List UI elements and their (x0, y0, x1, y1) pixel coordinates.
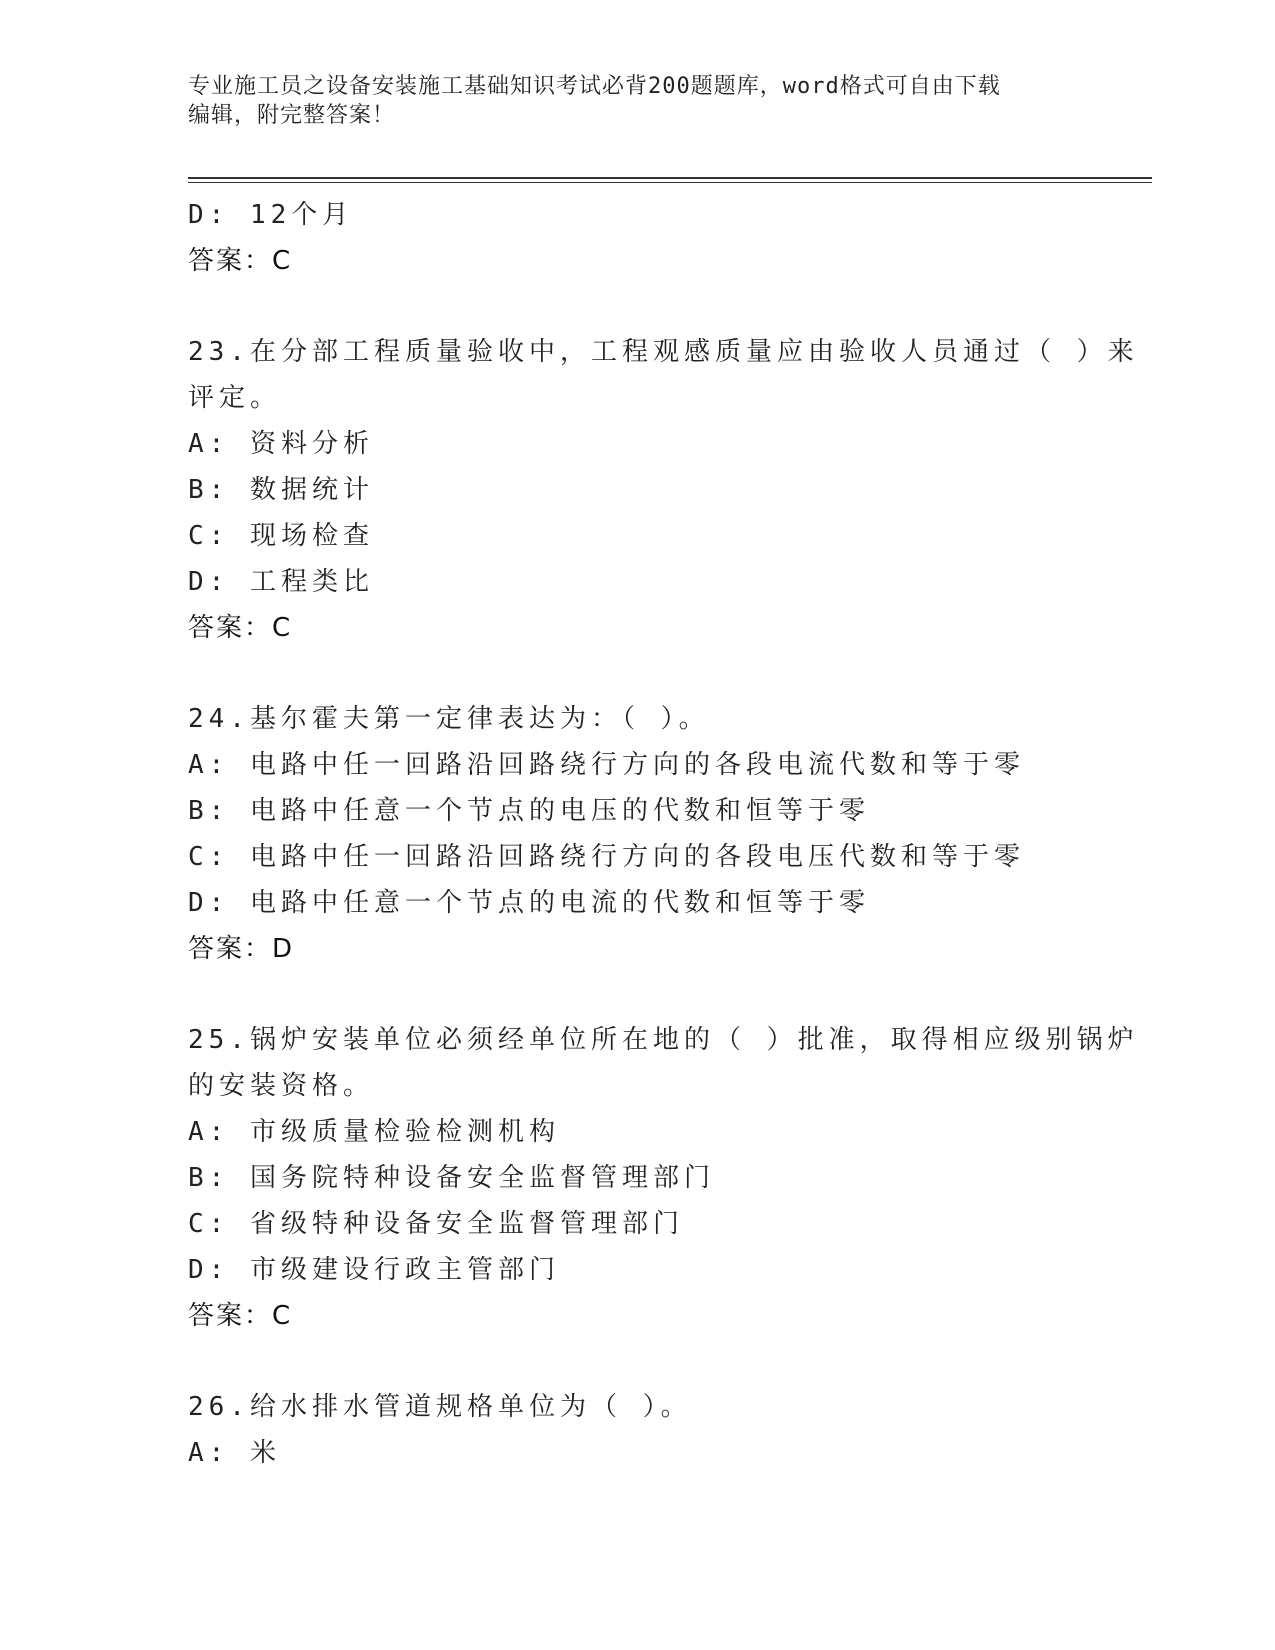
question-26 (188, 1384, 1088, 1476)
question-23-stem-line-2: 评定。 (188, 383, 282, 413)
header-divider-thick (188, 177, 1152, 179)
question-26-option-a: A: 米 (188, 1438, 281, 1468)
question-24-option-b: B: 电路中任意一个节点的电压的代数和恒等于零 (188, 796, 870, 826)
question-23-option-b: B: 数据统计 (188, 475, 374, 505)
question-23-answer: 答案：C (188, 613, 293, 643)
question-24 (188, 696, 1088, 972)
question-22-option-d: D: 12个月 (188, 200, 354, 230)
question-25-stem-line-1: 25.锅炉安装单位必须经单位所在地的（ ）批准，取得相应级别锅炉 (188, 1025, 1139, 1055)
spacer (188, 972, 1088, 1017)
question-25-option-b: B: 国务院特种设备安全监督管理部门 (188, 1163, 715, 1193)
question-24-option-a: A: 电路中任一回路沿回路绕行方向的各段电流代数和等于零 (188, 750, 1025, 780)
question-23-option-c: C: 现场检查 (188, 521, 374, 551)
spacer (188, 651, 1088, 696)
question-25-answer: 答案：C (188, 1301, 293, 1331)
header-divider-thin (188, 182, 1152, 183)
page-header (188, 72, 1088, 130)
question-23-option-d: D: 工程类比 (188, 567, 374, 597)
question-25 (188, 1017, 1139, 1339)
question-26-stem-line-1: 26.给水排水管道规格单位为（ ）。 (188, 1392, 692, 1422)
question-25-option-a: A: 市级质量检验检测机构 (188, 1117, 560, 1147)
question-24-stem-line-1: 24.基尔霍夫第一定律表达为：（ ）。 (188, 704, 710, 734)
question-25-stem-line-2: 的安装资格。 (188, 1071, 375, 1101)
spacer (188, 1339, 1088, 1384)
question-22-answer: 答案：C (188, 246, 293, 276)
question-24-answer: 答案：D (188, 934, 295, 964)
question-list (188, 192, 1139, 1476)
question-25-option-d: D: 市级建设行政主管部门 (188, 1255, 560, 1285)
header-title-line-1: 专业施工员之设备安装施工基础知识考试必背200题题库，word格式可自由下载 (188, 74, 1001, 99)
header-title-line-2: 编辑，附完整答案！ (188, 103, 396, 128)
question-23 (188, 329, 1139, 651)
question-23-stem-line-1: 23.在分部工程质量验收中，工程观感质量应由验收人员通过（ ）来 (188, 337, 1139, 367)
spacer (188, 284, 1088, 329)
question-24-option-c: C: 电路中任一回路沿回路绕行方向的各段电压代数和等于零 (188, 842, 1025, 872)
question-25-option-c: C: 省级特种设备安全监督管理部门 (188, 1209, 684, 1239)
question-24-option-d: D: 电路中任意一个节点的电流的代数和恒等于零 (188, 888, 870, 918)
question-23-option-a: A: 资料分析 (188, 429, 374, 459)
